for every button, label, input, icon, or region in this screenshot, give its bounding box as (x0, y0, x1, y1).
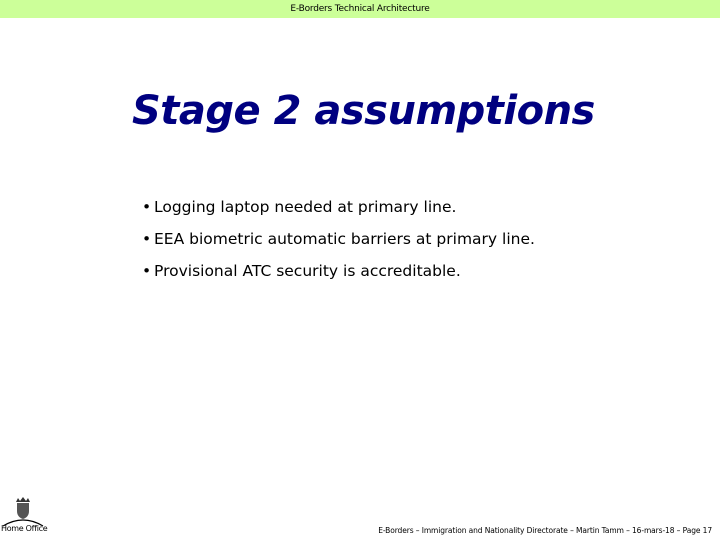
footer-text: E-Borders – Immigration and Nationality Directorate – Martin Tamm – 16-mars-18 – Page 17 (378, 526, 712, 535)
bullet-item (142, 228, 702, 260)
bullet-text: EEA biometric automatic barriers at primary line. (154, 230, 535, 248)
bullet-marker: • (142, 262, 152, 280)
bullet-marker: • (142, 198, 152, 216)
slide-title: Stage 2 assumptions (132, 88, 595, 134)
header-band (0, 0, 720, 18)
logo-text: Home Office (1, 524, 48, 533)
header-title: E-Borders Technical Architecture (290, 4, 430, 14)
bullet-list (142, 196, 702, 292)
bullet-marker: • (142, 230, 152, 248)
bullet-item (142, 260, 702, 292)
bullet-item (142, 196, 702, 228)
bullet-text: Logging laptop needed at primary line. (154, 198, 457, 216)
bullet-text: Provisional ATC security is accreditable. (154, 262, 461, 280)
